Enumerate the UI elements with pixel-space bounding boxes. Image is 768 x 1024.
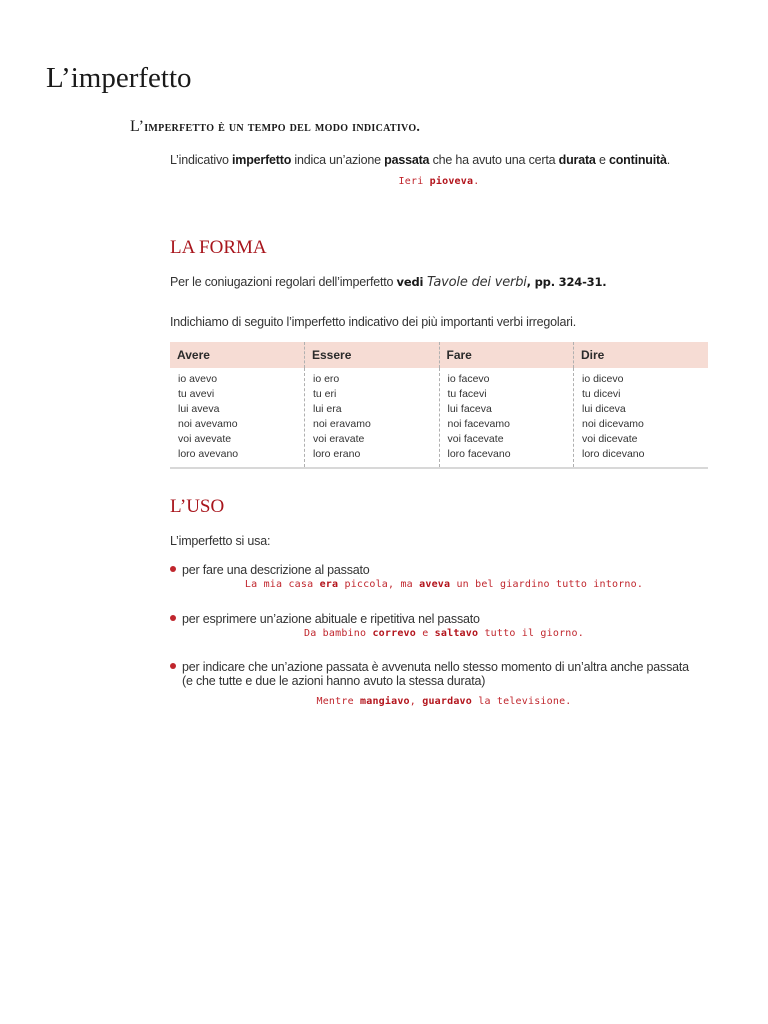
- intro-text: e: [595, 153, 609, 167]
- irregular-verbs-table: [170, 340, 708, 469]
- table-column-essere: [305, 368, 440, 468]
- conjugation-form: io avevo: [178, 373, 218, 385]
- bullet-dot-icon: [170, 615, 176, 621]
- conjugation-form: loro avevano: [178, 448, 239, 460]
- reference-bold: vedi: [396, 275, 428, 289]
- example-verb: mangiavo: [360, 696, 410, 707]
- example-sentence: [180, 628, 708, 639]
- conjugation-reference: [170, 275, 606, 290]
- conjugation-form: voi avevate: [178, 433, 232, 445]
- table-header-fare: Fare: [439, 341, 574, 368]
- intro-text: che ha avuto una certa: [429, 153, 559, 167]
- table-intro: Indichiamo di seguito l’imperfetto indicativo dei più importanti verbi irregolari.: [170, 315, 577, 329]
- intro-text: .: [666, 153, 670, 167]
- example-text: la televisione.: [472, 696, 572, 707]
- conjugation-form: noi dicevamo: [582, 418, 644, 430]
- example-sentence: [180, 579, 708, 590]
- conjugation-form: lui aveva: [178, 403, 220, 415]
- intro-bold: imperfetto: [232, 153, 292, 167]
- conjugation-form: loro facevano: [447, 448, 511, 460]
- reference-book-title: Tavole dei verbi: [427, 275, 527, 290]
- table-column-fare: [439, 368, 574, 468]
- example-text: Da bambino: [304, 628, 373, 639]
- example-verb: pioveva: [429, 176, 474, 187]
- example-text: un bel giardino tutto intorno.: [450, 579, 644, 590]
- list-item: [170, 660, 689, 688]
- example-verb: era: [319, 579, 339, 590]
- example-verb: saltavo: [434, 628, 479, 639]
- conjugation-form: loro erano: [313, 448, 361, 460]
- conjugation-form: loro dicevano: [582, 448, 645, 460]
- table-header-row: [170, 341, 708, 368]
- reference-text: Per le coniugazioni regolari dell’imperfetto: [170, 275, 397, 289]
- conjugation-form: tu dicevi: [582, 388, 621, 400]
- conjugation-form: noi facevamo: [447, 418, 510, 430]
- example-text: piccola, ma: [338, 579, 420, 590]
- conjugation-form: io facevo: [447, 373, 490, 385]
- conjugation-form: voi eravate: [313, 433, 365, 445]
- example-text: tutto il giorno.: [478, 628, 584, 639]
- list-item: [170, 561, 370, 579]
- conjugation-form: voi dicevate: [582, 433, 638, 445]
- list-item-text: per indicare che un’azione passata è avvenuta nello stesso momento di un’altra anche passata: [182, 660, 689, 674]
- table-header-essere: Essere: [305, 341, 440, 368]
- intro-text: L’indicativo: [170, 153, 233, 167]
- conjugation-form: noi avevamo: [178, 418, 238, 430]
- example-sentence: [180, 696, 708, 707]
- example-verb: aveva: [419, 579, 451, 590]
- example-text: Mentre: [316, 696, 361, 707]
- table-header-dire: Dire: [574, 341, 709, 368]
- conjugation-form: lui faceva: [447, 403, 492, 415]
- definition-line: [130, 118, 420, 136]
- reference-pages: , pp. 324-31.: [526, 275, 607, 289]
- definition-first-letter: L’: [130, 118, 145, 135]
- list-item-text: per esprimere un’azione abituale e ripetitiva nel passato: [182, 612, 480, 626]
- conjugation-form: tu facevi: [447, 388, 487, 400]
- bullet-dot-icon: [170, 566, 176, 572]
- intro-bold: passata: [384, 153, 430, 167]
- conjugation-form: voi facevate: [447, 433, 504, 445]
- bullet-dot-icon: [170, 663, 176, 669]
- conjugation-form: io dicevo: [582, 373, 624, 385]
- table-header-avere: Avere: [170, 341, 305, 368]
- example-text: e: [416, 628, 435, 639]
- conjugation-form: lui era: [313, 403, 342, 415]
- conjugation-form: tu avevi: [178, 388, 215, 400]
- list-item: [170, 610, 480, 628]
- uso-intro: L’imperfetto si usa:: [170, 534, 271, 548]
- intro-bold: durata: [558, 153, 596, 167]
- intro-example: [170, 176, 708, 187]
- conjugation-form: tu eri: [313, 388, 337, 400]
- table-row: [170, 368, 708, 468]
- section-heading-uso: L’USO: [170, 496, 225, 517]
- section-heading-forma: LA FORMA: [170, 237, 267, 258]
- list-item-text-continuation: (e che tutte e due le azioni hanno avuto la stessa durata): [182, 674, 486, 688]
- definition-text: imperfetto è un tempo del modo indicativo.: [144, 120, 421, 135]
- list-item-text-wrapper: [170, 660, 689, 674]
- conjugation-form: io ero: [313, 373, 340, 385]
- intro-text: indica un’azione: [291, 153, 385, 167]
- table-column-avere: [170, 368, 305, 468]
- table-column-dire: [574, 368, 709, 468]
- page-title: L’imperfetto: [46, 62, 192, 94]
- example-text: .: [473, 176, 480, 187]
- example-text: La mia casa: [244, 579, 320, 590]
- example-verb: guardavo: [422, 696, 472, 707]
- example-verb: correvo: [372, 628, 416, 639]
- intro-paragraph: [170, 153, 670, 167]
- intro-bold: continuità: [608, 153, 667, 167]
- example-text: Ieri: [398, 176, 430, 187]
- conjugation-form: lui diceva: [582, 403, 626, 415]
- conjugation-form: noi eravamo: [313, 418, 371, 430]
- list-item-text: per fare una descrizione al passato: [182, 563, 370, 577]
- example-text: ,: [409, 696, 423, 707]
